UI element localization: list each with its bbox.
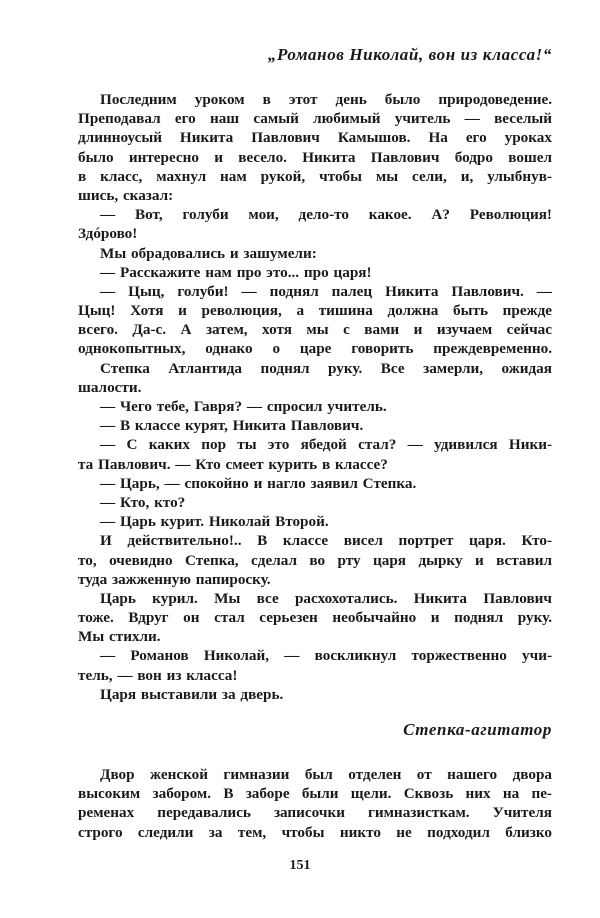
text-line: однокопытных, однако о царе говорить преждевременно. (78, 340, 552, 358)
section-title: Степка-агитатор (403, 720, 552, 739)
text-line: тоже. Вдруг он стал серьезен необычайно и поднял руку. (78, 609, 552, 627)
text-line: Двор женской гимназии был отделен от нашего двора (100, 766, 552, 783)
text-line: Царя выставили за дверь. (100, 685, 284, 703)
text-line: Царь курил. Мы все расхохотались. Никита Павлович (100, 589, 552, 607)
text-line: длинноусый Никита Павлович Камышов. На его уроках (78, 129, 552, 147)
text-line: Степка Атлантида поднял руку. Все замерли, ожидая (100, 359, 552, 377)
text-line: — Расскажите нам про это... про царя! (100, 263, 372, 281)
text-line: Цыц! Хотя и революция, а тишина должна быть прежде (78, 302, 552, 320)
text-line: шись, сказал: (78, 186, 174, 204)
text-line: тель, — вон из класса! (78, 666, 238, 684)
text-line: — Царь, — спокойно и нагло заявил Степка. (100, 474, 417, 492)
section-body (78, 765, 552, 842)
text-line: — Вот, голуби мои, дело-то какое. А? Революция! (100, 206, 552, 224)
section-title: „Романов Николай, вон из класса!“ (267, 45, 552, 64)
text-line: Здóрово! (78, 225, 138, 243)
text-line: — В классе курят, Никита Павлович. (100, 417, 364, 435)
text-line: шалости. (78, 378, 142, 396)
text-line: — Романов Николай, — воскликнул торжественно учи- (100, 647, 552, 665)
text-line: — Чего тебе, Гавря? — спросил учитель. (100, 398, 387, 415)
text-line: то, очевидно Степка, сделал во рту царя дырку и вставил (78, 551, 552, 569)
text-line: — С каких пор ты это ябедой стал? — удивился Ники- (100, 436, 552, 454)
section-body (78, 90, 552, 704)
text-line: всего. Да-с. А затем, хотя мы с вами и изучаем сейчас (78, 321, 552, 339)
text-line: строго следили за тем, чтобы никто не подходил близко (78, 823, 552, 841)
text-line: в класс, махнул нам рукой, чтобы мы сели, и, улыбнув- (78, 167, 552, 185)
text-line: И действительно!.. В классе висел портрет царя. Кто- (100, 532, 552, 550)
text-line: Мы стихли. (78, 628, 161, 646)
text-line: было интересно и весело. Никита Павлович бодро вошел (78, 148, 552, 166)
text-line: Преподавал его наш самый любимый учитель — веселый (78, 110, 552, 128)
text-line: Мы обрадовались и зашумели: (100, 244, 317, 262)
text-line: Последним уроком в этот день было природоведение. (100, 91, 552, 108)
text-line: — Кто, кто? (100, 493, 186, 511)
text-line: ременах передавались записочки гимназисткам. Учителя (78, 804, 552, 822)
text-line: — Царь курит. Николай Второй. (100, 513, 329, 531)
text-line: туда зажженную папироску. (78, 570, 271, 588)
text-line: высоким забором. В заборе были щели. Сквозь них на пе- (78, 785, 552, 803)
text-line: та Павлович. — Кто смеет курить в классе? (78, 455, 388, 473)
text-line: — Цыц, голуби! — поднял палец Никита Павлович. — (100, 282, 552, 300)
page-number: 151 (289, 858, 311, 873)
